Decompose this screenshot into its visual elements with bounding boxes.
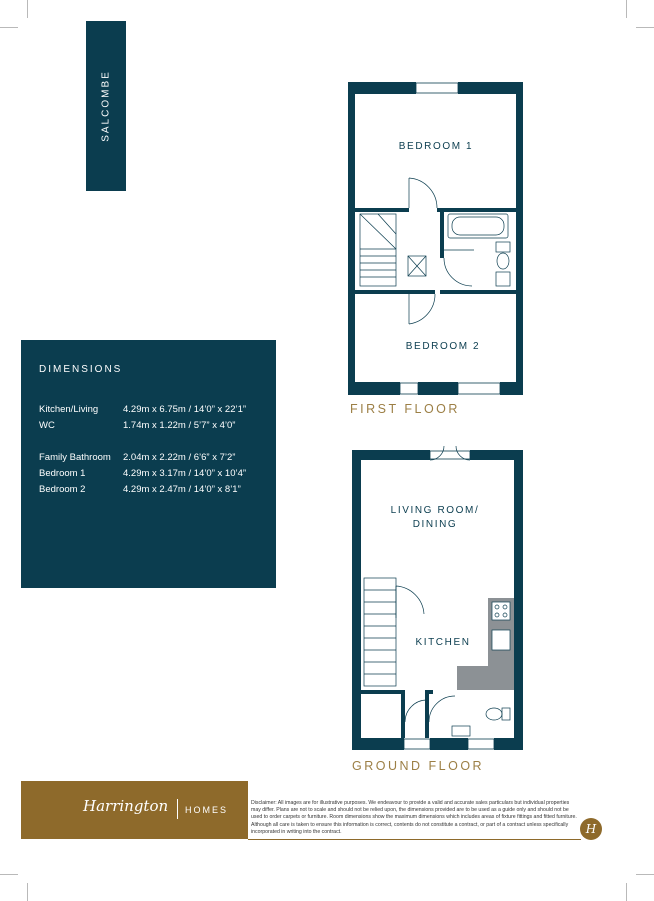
brand-homes: HOMES	[185, 805, 229, 815]
crop-mark	[27, 883, 28, 901]
kitchen-counter	[457, 666, 514, 690]
room-label-dining: DINING	[412, 519, 458, 530]
wall	[355, 290, 435, 294]
wall	[352, 450, 430, 460]
house-name: SALCOMBE	[100, 70, 112, 142]
wall	[352, 738, 404, 750]
dimension-room: Bedroom 2	[39, 484, 86, 495]
wall	[437, 208, 523, 212]
room-label-kitchen: KITCHEN	[415, 637, 471, 648]
toilet	[496, 242, 510, 252]
dimensions-title: DIMENSIONS	[39, 364, 123, 375]
wall	[361, 690, 401, 694]
window	[416, 83, 458, 93]
house-name-tab	[86, 21, 126, 191]
crop-mark	[626, 0, 627, 18]
door-swing	[409, 178, 437, 208]
window	[400, 383, 418, 394]
crop-mark	[636, 27, 654, 28]
wall	[348, 382, 400, 395]
window	[458, 383, 500, 394]
wall	[355, 208, 409, 212]
crop-mark	[0, 27, 18, 28]
dimension-size: 1.74m x 1.22m / 5’7” x 4’0”	[123, 420, 236, 431]
wall	[430, 738, 468, 750]
toilet	[486, 708, 502, 720]
dimensions-panel	[21, 340, 276, 588]
brand-divider	[177, 799, 178, 819]
crop-mark	[626, 883, 627, 901]
front-door	[404, 739, 430, 749]
disclaimer-text: Disclaimer: All images are for illustrative purposes. We endeavour to provide a valid and accurate sales particulars but individual properties may differ. Plans are not to scale and should not be relied upon, the dimensions provided are to be used as a guide only and should not be used to order carpets or furniture. Room dimensions show the maximum dimensions which includes areas of fixture fittings and fitted furniture. Although all care is taken to ensure this information is correct, contents do not constitute a contract, or part of a contract unless specifically incorporated in writing into the contract.	[251, 800, 577, 835]
brand-logo-icon: H	[580, 818, 602, 840]
room-label-living: LIVING ROOM/	[390, 505, 480, 516]
crop-mark	[27, 0, 28, 18]
wall	[425, 690, 433, 694]
dimension-size: 4.29m x 2.47m / 14’0” x 8’1”	[123, 484, 241, 495]
brand-banner	[21, 781, 248, 839]
door-swing	[409, 294, 435, 324]
door-swing	[405, 700, 427, 722]
wall	[418, 382, 458, 395]
window	[468, 739, 494, 749]
door-swing	[444, 250, 474, 286]
wall	[516, 82, 523, 395]
wall	[514, 450, 523, 750]
brand-script: Harrington	[83, 797, 169, 815]
first-floor-label: FIRST FLOOR	[350, 402, 460, 416]
wall	[401, 690, 405, 738]
dimension-room: Family Bathroom	[39, 452, 111, 463]
crop-mark	[0, 874, 18, 875]
wall	[470, 450, 523, 460]
wall	[500, 382, 523, 395]
dimension-room: Kitchen/Living	[39, 404, 99, 415]
dimension-size: 2.04m x 2.22m / 6’6” x 7’2”	[123, 452, 236, 463]
basin	[452, 726, 470, 736]
wall	[352, 450, 361, 750]
dimension-size: 4.29m x 6.75m / 14’0” x 22’1”	[123, 404, 247, 415]
footer-rule	[248, 839, 581, 840]
dimension-size: 4.29m x 3.17m / 14’0” x 10’4”	[123, 468, 247, 479]
door-swing	[396, 586, 424, 618]
room-label-bedroom-1: BEDROOM 1	[398, 141, 474, 152]
wall	[494, 738, 523, 750]
wall	[458, 82, 523, 94]
wall	[348, 82, 355, 395]
wall	[440, 208, 444, 258]
wall	[425, 694, 429, 738]
stairs	[364, 578, 396, 686]
dimension-room: Bedroom 1	[39, 468, 86, 479]
door-swing	[429, 696, 455, 722]
ground-floor-plan	[344, 438, 534, 758]
oven	[492, 602, 510, 620]
sink	[492, 630, 510, 650]
first-floor-plan	[340, 74, 530, 404]
dimension-room: WC	[39, 420, 55, 431]
wall	[348, 82, 416, 94]
french-doors	[430, 451, 470, 459]
basin	[496, 272, 510, 286]
wall	[440, 290, 523, 294]
crop-mark	[636, 874, 654, 875]
stairs	[360, 214, 396, 286]
ground-floor-label: GROUND FLOOR	[352, 759, 485, 773]
room-label-bedroom-2: BEDROOM 2	[405, 341, 481, 352]
